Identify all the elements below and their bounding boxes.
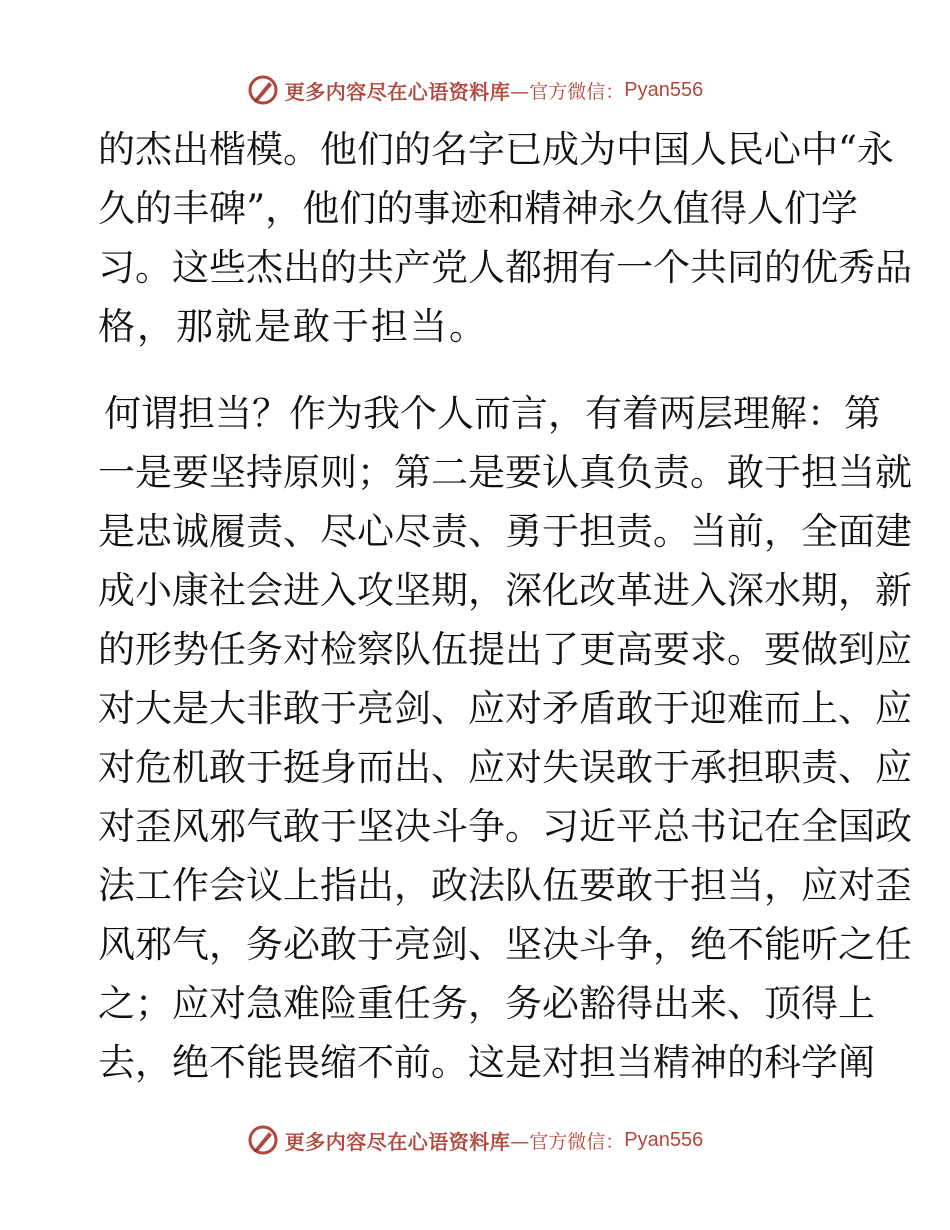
text-line: 格，那就是敢于担当。 bbox=[98, 305, 488, 348]
footer-official-label: —官方微信： bbox=[510, 1130, 625, 1153]
header-wechat-id: Pyan556 bbox=[624, 78, 704, 101]
header-banner bbox=[0, 70, 950, 110]
paragraph-2 bbox=[98, 384, 912, 1092]
text-line: 是忠诚履责、尽心尽责、勇于担责。当前，全面建 bbox=[98, 510, 912, 553]
text-line: 成小康社会进入攻坚期，深化改革进入深水期，新 bbox=[98, 569, 912, 612]
text-line: 对大是大非敢于亮剑、应对矛盾敢于迎难而上、应 bbox=[98, 687, 912, 730]
text-line: 对歪风邪气敢于坚决斗争。习近平总书记在全国政 bbox=[98, 805, 912, 848]
footer-brand-text: 更多内容尽在心语资料库 bbox=[284, 1129, 511, 1154]
document-body bbox=[98, 120, 912, 1092]
text-line: 的杰出楷模。他们的名字已成为中国人民心中“永 bbox=[98, 128, 894, 171]
text-line: 对危机敢于挺身而出、应对失误敢于承担职责、应 bbox=[98, 746, 912, 789]
text-line: 风邪气，务必敢于亮剑、坚决斗争，绝不能听之任 bbox=[98, 923, 912, 966]
text-line: 去，绝不能畏缩不前。这是对担当精神的科学阐 bbox=[98, 1041, 875, 1084]
footer-banner bbox=[0, 1120, 950, 1160]
footer-wechat-id: Pyan556 bbox=[624, 1128, 704, 1151]
paragraph-gap bbox=[98, 356, 858, 384]
pen-logo-icon bbox=[247, 74, 279, 106]
text-line: 法工作会议上指出，政法队伍要敢于担当，应对歪 bbox=[98, 864, 912, 907]
pen-logo-icon bbox=[247, 1124, 279, 1156]
header-brand-text: 更多内容尽在心语资料库 bbox=[284, 79, 511, 104]
text-line: 习。这些杰出的共产党人都拥有一个共同的优秀品 bbox=[98, 246, 912, 289]
text-line: 的形势任务对检察队伍提出了更高要求。要做到应 bbox=[98, 628, 912, 671]
text-line: 之；应对急难险重任务，务必豁得出来、顶得上 bbox=[98, 982, 875, 1025]
text-line: 久的丰碑”，他们的事迹和精神永久值得人们学 bbox=[98, 187, 858, 230]
paragraph-1 bbox=[98, 120, 912, 356]
text-line: 一是要坚持原则；第二是要认真负责。敢于担当就 bbox=[98, 451, 912, 494]
text-line: 何谓担当？作为我个人而言，有着两层理解：第 bbox=[104, 392, 881, 435]
header-official-label: —官方微信： bbox=[510, 80, 625, 103]
